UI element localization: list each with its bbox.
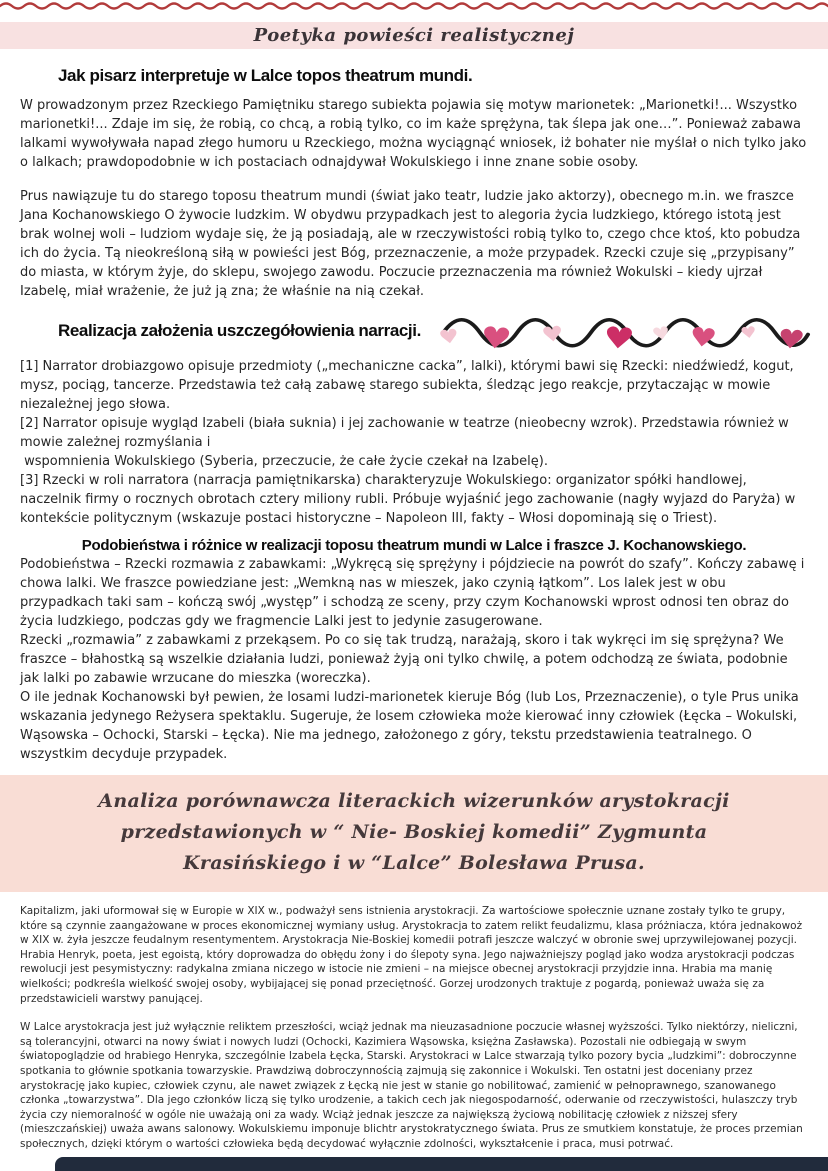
- heart-icon: ♥: [775, 323, 807, 356]
- section1-paragraph-1: W prowadzonym przez Rzeckiego Pamiętniku starego subiekta pojawia się motyw marionetek: „Marionetki!... Wszystko marionetki!... Zdaje im się, że robią, co chcą, a robią tylko, co im każe sprężyna, tak ślepa jak one…”. Ponieważ zabawa lalkami wywoływała napad złego humoru u Rzeckiego, można wyciągnąć wniosek, iż bohater nie myślał o nich tylko jako o lalkach; prawdopodobnie w ich postaciach odnajdywał Wokulskiego i inne znane sobie osoby.: [20, 98, 811, 170]
- section4-paragraph-2: W Lalce arystokracja jest już wyłącznie reliktem przeszłości, wciąż jednak ma nieuzasadnione poczucie własnej wyższości. Tylko niektórzy, nieliczni, są tolerancyjni, otwarci na nowy świat i nowych ludzi (Ochocki, Kazimiera Wąsowska, księżna Zasławska). Pozostali nie odbiegają w swym światopoglądzie od hrabiego Henryka, szczególnie Izabela Łęcka, Starski. Arystokraci w Lalce stwarzają tylko pozory bycia „ludzkimi”: dobroczynne spotkania to głównie spotkania towarzyskie. Prawdziwą dobroczynnością zajmują się zakonnice i Wokulski. Ten ostatni jest doceniany przez arystokrację jako kupiec, człowiek czynu, ale nawet związek z Łęcką nie jest w stanie go nobilitować, zamienić w pełnoprawnego, szanowanego członka „towarzystwa”. Dla jego członków liczą się tylko urodzenie, a takich cech jak niegospodarność, oderwanie od rzeczywistości, hulaszczy tryb życia czy niemoralność w ogóle nie uważają oni za wady. Wciąż jednak jeszcze za największą życiową nobilitację człowiek z niższej sfery (mieszczańskiej) uważa awans salonowy. Wokulskiemu imponuje blichtr arystokratycznego świata. Prus ze smutkiem konstatuje, że proces przemian społecznych, dzięki którym o wartości człowieka będą decydować wyłącznie zdolności, wykształcenie i praca, musi potrwać.: [20, 1021, 807, 1150]
- heart-icon: ♥: [650, 322, 673, 346]
- list-item-2: [2] Narrator opisuje wygląd Izabeli (biała suknia) i jej zachowanie w teatrze (nieobecny wzrok). Przedstawia również w mowie zależnej rozmyślania i: [20, 416, 793, 450]
- section1-paragraph-2: Prus nawiązuje tu do starego toposu theatrum mundi (świat jako teatr, ludzie jako aktorzy), obecnego m.in. we fraszce Jana Kochanowskiego O żywocie ludzkim. W obydwu przypadkach jest to alegoria życia ludzkiego, którego istotą jest brak wolnej woli – ludziom wydaje się, że ją posiadają, ale w rzeczywistości robią tylko to, czego chce ktoś, kto pobudza ich do życia. Tą nieokreśloną siłą w powieści jest Bóg, przeznaczenie, a może przypadek. Rzecki czuje się „przypisany” do miasta, w którym żyje, do sklepu, swojego zawodu. Poczucie przeznaczenia ma również Wokulski – kiedy ujrzał Izabelę, miał wrażenie, że już ją zna; że właśnie na nią czekał.: [20, 189, 805, 299]
- section4-paragraph-1: Kapitalizm, jaki uformował się w Europie w XIX w., podważył sens istnienia arystokracji. Za wartościowe społecznie uznane zostały tylko te grupy, które są czynnie zaangażowane w proces ekonomicznej wymiany usług. Arystokracja to zatem relikt feudalizmu, klasa próżniacza, która jednakowoż w XIX w. żyła jeszcze feudalnym resentymentem. Arystokracja Nie-Boskiej komedii potrafi jeszcze walczyć w obronie swej uprzywilejowanej pozycji. Hrabia Henryk, poeta, jest egoistą, który doprowadza do obłędu żony i do ślepoty syna. Jego najważniejszy pogląd jako wodza arystokracji podczas rewolucji jest pesymistyczny: radykalna zmiana niczego w istocie nie zmieni – na miejsce obecnej arystokracji przyjdzie inna. Hrabia ma manię wielkości; podkreśla wielkość swojej osoby, wybijającej się ponad przeciętność. Gorzej urodzonych traktuje z pogardą, ponieważ uważa się za przedstawicieli warstwy panującej.: [20, 905, 806, 1005]
- top-wavy-line-decoration: [0, 0, 828, 10]
- list-item-1: [1] Narrator drobiazgowo opisuje przedmioty („mechaniczne cacka”, lalki), którymi bawi się Rzecki: niedźwiedź, kogut, mysz, pociąg, tancerze. Przedstawia też całą zabawę starego subiekta, śledząc jego reakcje, przytaczając w mowie niezależnej jego słowa.: [20, 359, 798, 412]
- analysis-banner: [0, 775, 828, 892]
- heart-icon: ♥: [601, 319, 637, 357]
- section1-heading: Jak pisarz interpretuje w Lalce topos theatrum mundi.: [58, 66, 473, 85]
- section3-paragraph-3: O ile jednak Kochanowski był pewien, że losami ludzi-marionetek kieruje Bóg (lub Los, Przeznaczenie), o tyle Prus unika wskazania jedynego Reżysera spektaklu. Sugeruje, że losem człowieka może kierować inny człowiek (Łęcka – Wokulski, Wąsowska – Ochocki, Starski – Łęcka). Nie ma jednego, założonego z góry, tekstu przedstawienia teatralnego. O wszystkim decyduje przypadek.: [20, 690, 803, 762]
- section3-paragraph-2: Rzecki „rozmawia” z zabawkami z przekąsem. Po co się tak trudzą, narażają, skoro i tak wykręci im się sprężyna? We fraszce – błahostką są wszelkie działania ludzi, ponieważ żyją oni tylko chwilę, a potem odchodzą ze świata, podobnie jak lalki po zabawie wrzucane do mieszka (woreczka).: [20, 633, 792, 686]
- hearts-divider-decoration: [435, 305, 814, 357]
- page-title-band: [0, 22, 828, 49]
- section2-heading: Realizacja założenia uszczegółowienia narracji.: [58, 321, 421, 340]
- list-item-3: [3] Rzecki w roli narratora (narracja pamiętnikarska) charakteryzuje Wokulskiego: organizator spółki handlowej, naczelnik firmy o rocznych obrotach cztery miliony rubli. Próbuje wyjaśnić jego zachowanie (nagły wyjazd do Paryża) w kontekście politycznym (wskazuje postaci historyczne – Napoleon III, fakty – Włosi dopominają się o Triest).: [20, 473, 800, 526]
- narration-list: [0, 357, 828, 528]
- section3-heading: Podobieństwa i różnice w realizacji toposu theatrum mundi w Lalce i fraszce J. Kochanowskiego.: [81, 537, 747, 554]
- list-item-2-continued: wspomnienia Wokulskiego (Syberia, przeczucie, że całe życie czekał na Izabelę).: [20, 454, 548, 469]
- heart-icon: ♥: [478, 319, 514, 357]
- heart-icon: ♥: [738, 323, 759, 344]
- section3-paragraph-1: Podobieństwa – Rzecki rozmawia z zabawkami: „Wykręcą się sprężyny i pójdziecie na powrót do szafy”. Kończy zabawę i chowa lalki. We fraszce powiedziane jest: „Wemkną nas w mieszek, jako czynią łątkom”. Los lalek jest w obu przypadkach taki sam – kończą swój „występ” i schodzą ze sceny, przy czym Kochanowski wprost odnosi ten obraz do życia ludzkiego, podczas gdy we fragmencie Lalki jest to jedynie zasugerowane.: [20, 557, 809, 629]
- heart-icon: ♥: [437, 324, 461, 349]
- heart-icon: ♥: [540, 322, 565, 348]
- section2-heading-row: [58, 305, 814, 357]
- next-section-bar: [55, 1157, 828, 1171]
- heart-icon: ♥: [686, 321, 719, 355]
- page-title: Poetyka powieści realistycznej: [253, 25, 575, 46]
- analysis-banner-title: Analiza porównawcza literackich wizerunków arystokracji przedstawionych w “ Nie- Boskiej komedii” Zygmunta Krasińskiego i w “Lalce” Bolesława Prusa.: [98, 790, 730, 874]
